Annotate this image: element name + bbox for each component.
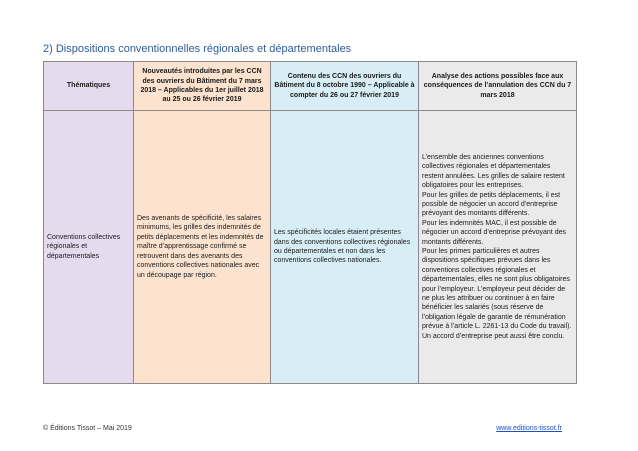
cell-nouveautes: Des avenants de spécificité, les salaires minimums, les grilles des indemnités de petits déplacements et les indemnités de maître d’apprentissage confirmé se retrouvent dans des avenants des conventions collectives nationales avec un découpage par région. bbox=[134, 111, 271, 384]
header-analyse: Analyse des actions possibles face aux conséquences de l’annulation des CCN du 7 mars 2018 bbox=[419, 62, 577, 111]
dispositions-table bbox=[43, 61, 577, 384]
footer-copyright: © Éditions Tissot – Mai 2019 bbox=[43, 425, 132, 432]
cell-theme: Conventions collectives régionales et départementales bbox=[44, 111, 134, 384]
header-nouveautes: Nouveautés introduites par les CCN des ouvriers du Bâtiment du 7 mars 2018 – Applicables du 1er juillet 2018 au 25 ou 26 février 2019 bbox=[134, 62, 271, 111]
analyse-paragraph: Pour les indemnités MAC, il est possible de négocier un accord d’entreprise prévoyant des montants différents. bbox=[422, 219, 566, 246]
section-title: 2) Dispositions conventionnelles régionales et départementales bbox=[43, 43, 352, 55]
header-contenu: Contenu des CCN des ouvriers du Bâtiment du 8 octobre 1990 – Applicable à compter du 26 ou 27 février 2019 bbox=[271, 62, 419, 111]
analyse-paragraph: Pour les grilles de petits déplacements, il est possible de négocier un accord d’entreprise prévoyant des montants différents. bbox=[422, 191, 561, 218]
analyse-paragraph: Pour les primes particulières et autres dispositions spécifiques prévues dans les conventions collectives régionales et départementales, elles ne sont plus obligatoires pour l’employeur. L’employeur peut décider de ne plus les attribuer ou continuer à en faire bénéficier les salariés (sous réserve de l’obligation légale de garantie de rémunération prévue à l’article L. 2261-13 du Code du travail). Un accord d’entreprise peut aussi être conclu. bbox=[422, 248, 572, 340]
table-header-row bbox=[44, 62, 577, 111]
footer-website-link[interactable]: www.editions-tissot.fr bbox=[496, 425, 562, 432]
header-thematiques: Thématiques bbox=[44, 62, 134, 111]
table-row bbox=[44, 111, 577, 384]
analyse-paragraph: L’ensemble des anciennes conventions collectives régionales et départementales restent annulées. Les grilles de salaire restent obligatoires pour les entreprises. bbox=[422, 153, 565, 190]
cell-contenu: Les spécificités locales étaient présentes dans des conventions collectives régionales ou départementales et non dans les conventions collectives nationales. bbox=[271, 111, 419, 384]
cell-analyse bbox=[419, 111, 577, 384]
